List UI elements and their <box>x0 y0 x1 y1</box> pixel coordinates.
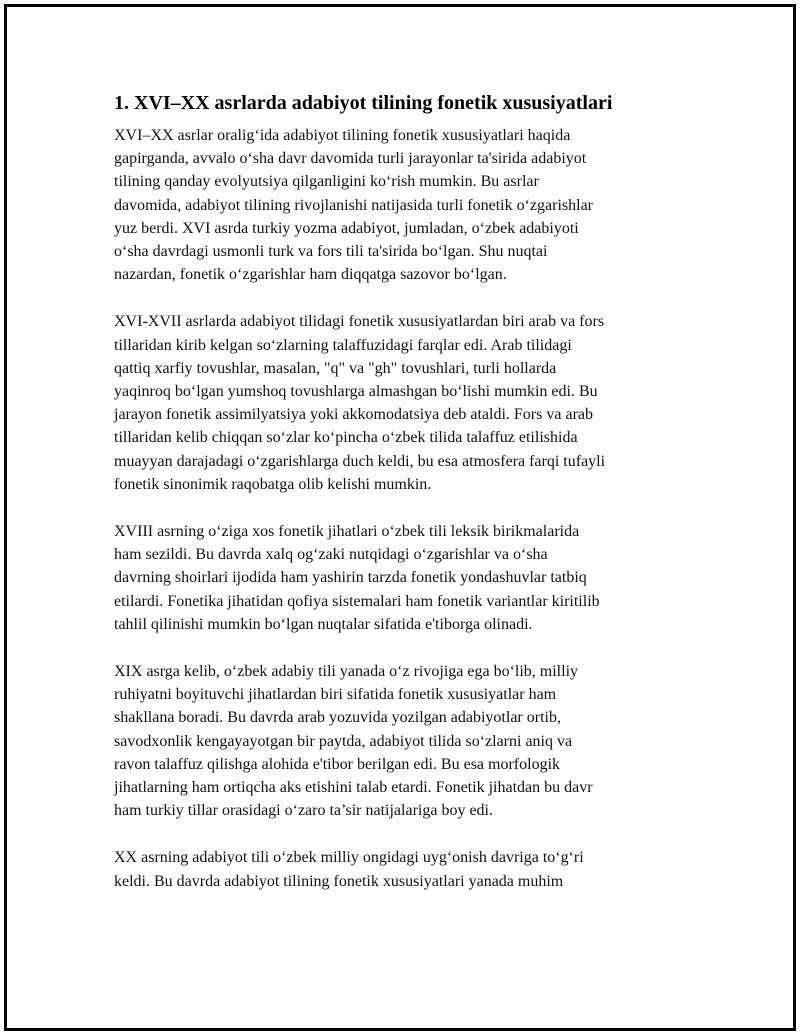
paragraph-line: XIX asrga kelib, o‘zbek adabiy tili yanada o‘z rivojiga ega bo‘lib, milliy <box>114 663 579 681</box>
section-heading: 1. XVI–XX asrlarda adabiyot tilining fonetik xususiyatlari <box>114 92 613 114</box>
paragraph-line: davomida, adabiyot tilining rivojlanishi natijasida turli fonetik o‘zgarishlar <box>114 196 593 214</box>
paragraph-line: muayyan darajadagi o‘zgarishlarga duch keldi, bu esa atmosfera farqi tufayli <box>114 452 606 470</box>
paragraph-line: ruhiyatni boyituvchi jihatlardan biri sifatida fonetik xususiyatlar ham <box>114 686 557 704</box>
paragraph-line: yuz berdi. XVI asrda turkiy yozma adabiyot, jumladan, o‘zbek adabiyoti <box>114 219 579 237</box>
paragraph <box>114 310 694 496</box>
paragraph-line: yaqinroq bo‘lgan yumshoq tovushlarga almashgan bo‘lishi mumkin edi. Bu <box>114 383 598 401</box>
paragraph-line: o‘sha davrdagi usmonli turk va fors tili ta'sirida bo‘lgan. Shu nuqtai <box>114 243 548 261</box>
document-body <box>114 90 694 917</box>
paragraph-line: savodxonlik kengayayotgan bir paytda, adabiyot tilida so‘zlarni aniq va <box>114 732 573 750</box>
paragraph-line: tilining qanday evolyutsiya qilganligini ko‘rish mumkin. Bu asrlar <box>114 173 539 191</box>
paragraph-line: tahlil qilinishi mumkin bo‘lgan nuqtalar sifatida e'tiborga olinadi. <box>114 615 533 633</box>
paragraph-list <box>114 124 694 893</box>
paragraph-line: davrning shoirlari ijodida ham yashirin tarzda fonetik yondashuvlar tatbiq <box>114 569 587 587</box>
paragraph-line: nazardan, fonetik o‘zgarishlar ham diqqatga sazovor bo‘lgan. <box>114 266 507 284</box>
paragraph-line: ravon talaffuz qilishga alohida e'tibor berilgan edi. Bu esa morfologik <box>114 755 561 773</box>
paragraph <box>114 660 694 822</box>
paragraph <box>114 124 694 286</box>
paragraph-line: XVI-XVII asrlarda adabiyot tilidagi fonetik xususiyatlardan biri arab va fors <box>114 313 605 331</box>
paragraph-line: XVIII asrning o‘ziga xos fonetik jihatlari o‘zbek tili leksik birikmalarida <box>114 523 580 541</box>
paragraph-line: ham turkiy tillar orasidagi o‘zaro ta’sir natijalariga boy edi. <box>114 802 493 820</box>
paragraph-line: XX asrning adabiyot tili o‘zbek milliy ongidagi uyg‘onish davriga to‘g‘ri <box>114 849 584 867</box>
paragraph-line: ham sezildi. Bu davrda xalq og‘zaki nutqidagi o‘zgarishlar va o‘sha <box>114 546 548 564</box>
paragraph-line: gapirganda, avvalo o‘sha davr davomida turli jarayonlar ta'sirida adabiyot <box>114 150 587 168</box>
paragraph-line: jarayon fonetik assimilyatsiya yoki akkomodatsiya deb ataldi. Fors va arab <box>114 406 593 424</box>
paragraph <box>114 846 694 892</box>
paragraph-line: tillaridan kirib kelgan so‘zlarning talaffuzidagi farqlar edi. Arab tilidagi <box>114 336 572 354</box>
paragraph-line: jihatlarning ham ortiqcha aks etishini talab etardi. Fonetik jihatdan bu davr <box>114 779 593 797</box>
paragraph-line: fonetik sinonimik raqobatga olib kelishi mumkin. <box>114 475 432 493</box>
paragraph-line: XVI–XX asrlar oralig‘ida adabiyot tilining fonetik xususiyatlari haqida <box>114 127 571 144</box>
paragraph <box>114 520 694 636</box>
paragraph-line: shakllana boradi. Bu davrda arab yozuvida yozilgan adabiyotlar ortib, <box>114 709 561 727</box>
paragraph-line: etilardi. Fonetika jihatidan qofiya sistemalari ham fonetik variantlar kiritilib <box>114 592 600 610</box>
paragraph-line: keldi. Bu davrda adabiyot tilining fonetik xususiyatlari yanada muhim <box>114 872 564 890</box>
paragraph-line: qattiq xarfiy tovushlar, masalan, "q" va "gh" tovushlari, turli hollarda <box>114 359 557 377</box>
paragraph-line: tillaridan kelib chiqqan so‘zlar ko‘pincha o‘zbek tilida talaffuz etilishida <box>114 429 578 447</box>
